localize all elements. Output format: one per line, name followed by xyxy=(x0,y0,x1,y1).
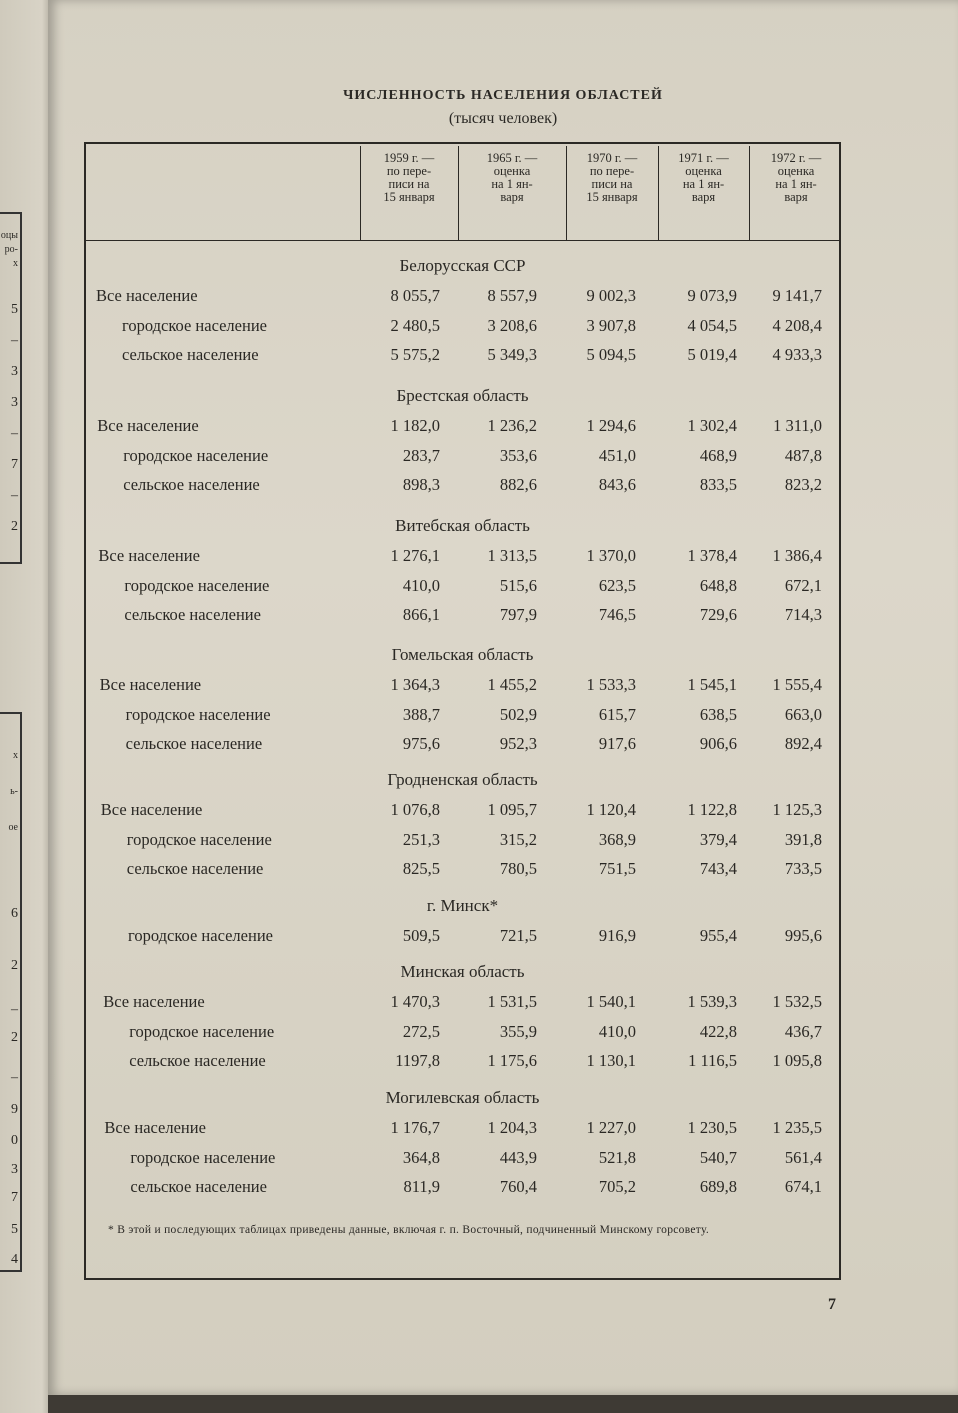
previous-page-text: 3 xyxy=(11,364,18,379)
cell-value: 892,4 xyxy=(784,734,822,753)
cell-value: 975,6 xyxy=(402,734,440,753)
column-header xyxy=(566,152,658,236)
previous-page-text: 5 xyxy=(11,302,18,317)
row-label: городское население xyxy=(128,926,273,945)
previous-page-text: 7 xyxy=(11,1190,18,1205)
table-row xyxy=(0,345,958,367)
column-header xyxy=(749,152,843,236)
cell-value: 780,5 xyxy=(499,859,537,878)
cell-value: 502,9 xyxy=(499,704,537,724)
cell-value: 898,3 xyxy=(402,475,440,494)
column-header-line: оценка xyxy=(493,164,531,178)
section-title: Могилевская область xyxy=(385,1088,540,1107)
column-header-line: 1971 г. — xyxy=(678,151,729,165)
cell-value: 1 532,5 xyxy=(772,992,822,1011)
table-row xyxy=(0,926,958,948)
cell-value: 843,6 xyxy=(598,475,636,494)
previous-page-text: ь- xyxy=(10,786,18,797)
table-row xyxy=(0,830,958,852)
cell-value: 443,9 xyxy=(499,1147,537,1167)
cell-value: 906,6 xyxy=(699,734,737,753)
section-title: Брестская область xyxy=(396,386,529,405)
cell-value: 1 386,4 xyxy=(772,546,822,565)
cell-value: 1 236,2 xyxy=(487,416,537,435)
cell-value: 746,5 xyxy=(598,605,636,624)
table-row xyxy=(0,1051,958,1073)
row-label: Все население xyxy=(104,1118,206,1137)
section-title: Белорусская ССР xyxy=(399,256,526,275)
cell-value: 451,0 xyxy=(598,445,636,465)
cell-value: 410,0 xyxy=(598,1021,636,1041)
table-row xyxy=(0,859,958,881)
previous-page-text: ое xyxy=(8,822,18,833)
cell-value: 733,5 xyxy=(784,859,822,878)
cell-value: 436,7 xyxy=(784,1021,822,1041)
row-label: городское население xyxy=(122,315,267,335)
table-row xyxy=(0,1118,958,1140)
section-title: Минская область xyxy=(400,962,525,981)
cell-value: 952,3 xyxy=(499,734,537,753)
cell-value: 995,6 xyxy=(784,926,822,945)
column-header-line: оценка xyxy=(777,164,815,178)
column-header-line: оценка xyxy=(685,164,722,178)
column-header-line: на 1 ян- xyxy=(682,177,725,191)
table-subtitle: (тысяч человек) xyxy=(448,110,558,127)
previous-page-text: – xyxy=(11,426,18,441)
cell-value: 689,8 xyxy=(699,1177,737,1196)
table-row xyxy=(0,675,958,697)
table-row xyxy=(0,286,958,308)
cell-value: 1197,8 xyxy=(395,1051,440,1070)
cell-value: 1 227,0 xyxy=(586,1118,636,1137)
cell-value: 638,5 xyxy=(699,704,737,724)
cell-value: 1 539,3 xyxy=(687,992,737,1011)
previous-page-text: ро- xyxy=(4,244,18,255)
cell-value: 1 555,4 xyxy=(772,675,822,694)
column-header-line: писи на xyxy=(591,177,633,191)
cell-value: 353,6 xyxy=(499,445,537,465)
section-title: г. Минск* xyxy=(426,896,499,915)
cell-value: 1 294,6 xyxy=(586,416,636,435)
cell-value: 1 120,4 xyxy=(586,800,636,819)
cell-value: 1 313,5 xyxy=(487,546,537,565)
cell-value: 615,7 xyxy=(598,704,636,724)
row-label: сельское население xyxy=(125,734,263,753)
cell-value: 540,7 xyxy=(699,1147,737,1167)
row-label: Все население xyxy=(99,675,202,694)
cell-value: 368,9 xyxy=(598,829,636,849)
cell-value: 729,6 xyxy=(699,605,737,624)
cell-value: 648,8 xyxy=(699,575,737,595)
previous-page-text: 0 xyxy=(11,1133,18,1148)
table-row xyxy=(0,1148,958,1170)
cell-value: 379,4 xyxy=(699,829,737,849)
table-row xyxy=(0,705,958,727)
cell-value: 825,5 xyxy=(402,859,440,878)
cell-value: 9 141,7 xyxy=(772,286,822,305)
column-header-line: 1965 г. — xyxy=(486,151,538,165)
cell-value: 1 364,3 xyxy=(390,675,440,694)
cell-value: 515,6 xyxy=(499,575,537,595)
cell-value: 8 055,7 xyxy=(390,286,440,305)
row-label: городское население xyxy=(126,829,272,849)
previous-page-text: 3 xyxy=(11,395,18,410)
cell-value: 916,9 xyxy=(598,926,636,945)
cell-value: 1 302,4 xyxy=(687,416,737,435)
cell-value: 955,4 xyxy=(699,926,737,945)
previous-page-text: х xyxy=(13,258,18,269)
cell-value: 1 235,5 xyxy=(772,1118,822,1137)
cell-value: 663,0 xyxy=(784,704,822,724)
section-title: Гомельская область xyxy=(391,645,534,664)
column-header-line: писи на xyxy=(388,177,430,191)
cell-value: 5 349,3 xyxy=(487,345,537,364)
column-header-line: 15 января xyxy=(586,190,638,204)
previous-page-text: – xyxy=(11,488,18,503)
previous-page-text: 7 xyxy=(11,457,18,472)
column-header-line: варя xyxy=(691,190,716,204)
table-row xyxy=(0,475,958,497)
cell-value: 8 557,9 xyxy=(487,286,537,305)
section-title: Витебская область xyxy=(395,516,530,535)
cell-value: 422,8 xyxy=(699,1021,737,1041)
previous-page-text: 4 xyxy=(11,1252,18,1267)
cell-value: 811,9 xyxy=(403,1177,440,1196)
table-title: ЧИСЛЕННОСТЬ НАСЕЛЕНИЯ ОБЛАСТЕЙ xyxy=(343,88,663,103)
cell-value: 866,1 xyxy=(402,605,440,624)
cell-value: 760,4 xyxy=(499,1177,537,1196)
row-label: Все население xyxy=(103,992,205,1011)
previous-page-text: 2 xyxy=(11,958,18,973)
cell-value: 1 531,5 xyxy=(487,992,537,1011)
column-header-line: по пере- xyxy=(386,164,432,178)
cell-value: 1 276,1 xyxy=(390,546,440,565)
cell-value: 743,4 xyxy=(699,859,737,878)
cell-value: 9 073,9 xyxy=(687,286,737,305)
previous-page-text: 3 xyxy=(11,1162,18,1177)
cell-value: 9 002,3 xyxy=(586,286,636,305)
previous-page-text: 2 xyxy=(11,519,18,534)
previous-page-text: 6 xyxy=(11,906,18,921)
cell-value: 5 094,5 xyxy=(586,345,636,364)
cell-value: 251,3 xyxy=(402,829,440,849)
cell-value: 672,1 xyxy=(784,575,822,595)
table-row xyxy=(0,446,958,468)
row-label: городское население xyxy=(123,445,269,465)
cell-value: 833,5 xyxy=(699,475,737,494)
cell-value: 283,7 xyxy=(402,445,440,465)
cell-value: 1 204,3 xyxy=(487,1118,537,1137)
column-header-line: на 1 ян- xyxy=(775,177,817,191)
cell-value: 4 933,3 xyxy=(772,345,822,364)
row-label: Все население xyxy=(98,546,200,565)
cell-value: 1 116,5 xyxy=(688,1051,737,1070)
column-header-line: варя xyxy=(500,190,524,204)
cell-value: 468,9 xyxy=(699,445,737,465)
page-bottom-edge xyxy=(48,1395,958,1413)
table-row xyxy=(0,992,958,1014)
row-label: сельское население xyxy=(126,859,264,878)
row-label: городское население xyxy=(129,1021,275,1041)
column-header-line: 1970 г. — xyxy=(586,151,638,165)
cell-value: 2 480,5 xyxy=(390,315,440,335)
column-header xyxy=(360,152,458,236)
cell-value: 917,6 xyxy=(598,734,636,753)
cell-value: 391,8 xyxy=(784,829,822,849)
table-row xyxy=(0,316,958,338)
column-header-line: 1959 г. — xyxy=(383,151,435,165)
row-label: Все население xyxy=(96,286,198,305)
footnote: * В этой и последующих таблицах приведены данные, включая г. п. Восточный, подчиненный Минскому горсовету. xyxy=(108,1224,710,1236)
row-label: городское население xyxy=(130,1147,276,1167)
cell-value: 509,5 xyxy=(402,926,440,945)
cell-value: 521,8 xyxy=(598,1147,636,1167)
cell-value: 5 019,4 xyxy=(687,345,737,364)
previous-page-text: оцы xyxy=(0,230,18,241)
previous-page-text: 5 xyxy=(11,1222,18,1237)
cell-value: 1 540,1 xyxy=(586,992,636,1011)
previous-page-text: – xyxy=(11,1002,18,1017)
column-header-line: варя xyxy=(784,190,808,204)
row-label: сельское население xyxy=(123,475,260,494)
cell-value: 623,5 xyxy=(598,575,636,595)
cell-value: 1 378,4 xyxy=(687,546,737,565)
previous-page-text: 2 xyxy=(11,1030,18,1045)
row-label: сельское население xyxy=(129,1051,266,1070)
cell-value: 823,2 xyxy=(784,475,822,494)
cell-value: 1 076,8 xyxy=(390,800,440,819)
cell-value: 1 095,8 xyxy=(772,1051,822,1070)
cell-value: 388,7 xyxy=(402,704,440,724)
cell-value: 1 095,7 xyxy=(487,800,537,819)
previous-page-text: – xyxy=(11,1070,18,1085)
column-header-line: на 1 ян- xyxy=(491,177,533,191)
cell-value: 364,8 xyxy=(402,1147,440,1167)
cell-value: 1 533,3 xyxy=(586,675,636,694)
cell-value: 882,6 xyxy=(499,475,537,494)
column-header-line: 1972 г. — xyxy=(770,151,822,165)
row-label: сельское население xyxy=(124,605,261,624)
cell-value: 1 130,1 xyxy=(586,1051,636,1070)
table-row xyxy=(0,1022,958,1044)
cell-value: 1 230,5 xyxy=(687,1118,737,1137)
cell-value: 1 455,2 xyxy=(487,675,537,694)
cell-value: 1 470,3 xyxy=(390,992,440,1011)
cell-value: 1 182,0 xyxy=(390,416,440,435)
cell-value: 315,2 xyxy=(499,829,537,849)
cell-value: 714,3 xyxy=(784,605,822,624)
cell-value: 1 176,7 xyxy=(390,1118,440,1137)
table-row xyxy=(0,576,958,598)
table-row xyxy=(0,416,958,438)
cell-value: 4 054,5 xyxy=(687,315,737,335)
cell-value: 705,2 xyxy=(598,1177,636,1196)
cell-value: 1 311,0 xyxy=(773,416,822,435)
table-row xyxy=(0,546,958,568)
cell-value: 1 545,1 xyxy=(687,675,737,694)
cell-value: 4 208,4 xyxy=(772,315,822,335)
row-label: сельское население xyxy=(130,1177,267,1196)
row-label: городское население xyxy=(125,704,271,724)
table-row xyxy=(0,734,958,756)
previous-page-text: 9 xyxy=(11,1102,18,1117)
cell-value: 3 208,6 xyxy=(487,315,537,335)
cell-value: 3 907,8 xyxy=(586,315,636,335)
cell-value: 487,8 xyxy=(784,445,822,465)
row-label: Все население xyxy=(97,416,199,435)
cell-value: 721,5 xyxy=(499,926,537,945)
cell-value: 1 125,3 xyxy=(772,800,822,819)
cell-value: 5 575,2 xyxy=(390,345,440,364)
cell-value: 272,5 xyxy=(402,1021,440,1041)
cell-value: 410,0 xyxy=(402,575,440,595)
cell-value: 751,5 xyxy=(598,859,636,878)
row-label: Все население xyxy=(100,800,203,819)
previous-page-text: – xyxy=(11,333,18,348)
cell-value: 797,9 xyxy=(499,605,537,624)
cell-value: 355,9 xyxy=(499,1021,537,1041)
row-label: сельское население xyxy=(122,345,259,364)
previous-page-text: х xyxy=(13,750,18,761)
column-header xyxy=(658,152,749,236)
cell-value: 674,1 xyxy=(784,1177,822,1196)
column-header-line: по пере- xyxy=(589,164,635,178)
cell-value: 1 122,8 xyxy=(687,800,737,819)
column-header xyxy=(458,152,566,236)
column-header-line: 15 января xyxy=(383,190,435,204)
table-row xyxy=(0,800,958,822)
page-number: 7 xyxy=(828,1296,836,1313)
row-label: городское население xyxy=(124,575,270,595)
table-row xyxy=(0,605,958,627)
cell-value: 561,4 xyxy=(784,1147,822,1167)
table-row xyxy=(0,1177,958,1199)
header-rule xyxy=(86,240,839,241)
section-title: Гродненская область xyxy=(387,770,538,789)
cell-value: 1 175,6 xyxy=(487,1051,537,1070)
cell-value: 1 370,0 xyxy=(586,546,636,565)
